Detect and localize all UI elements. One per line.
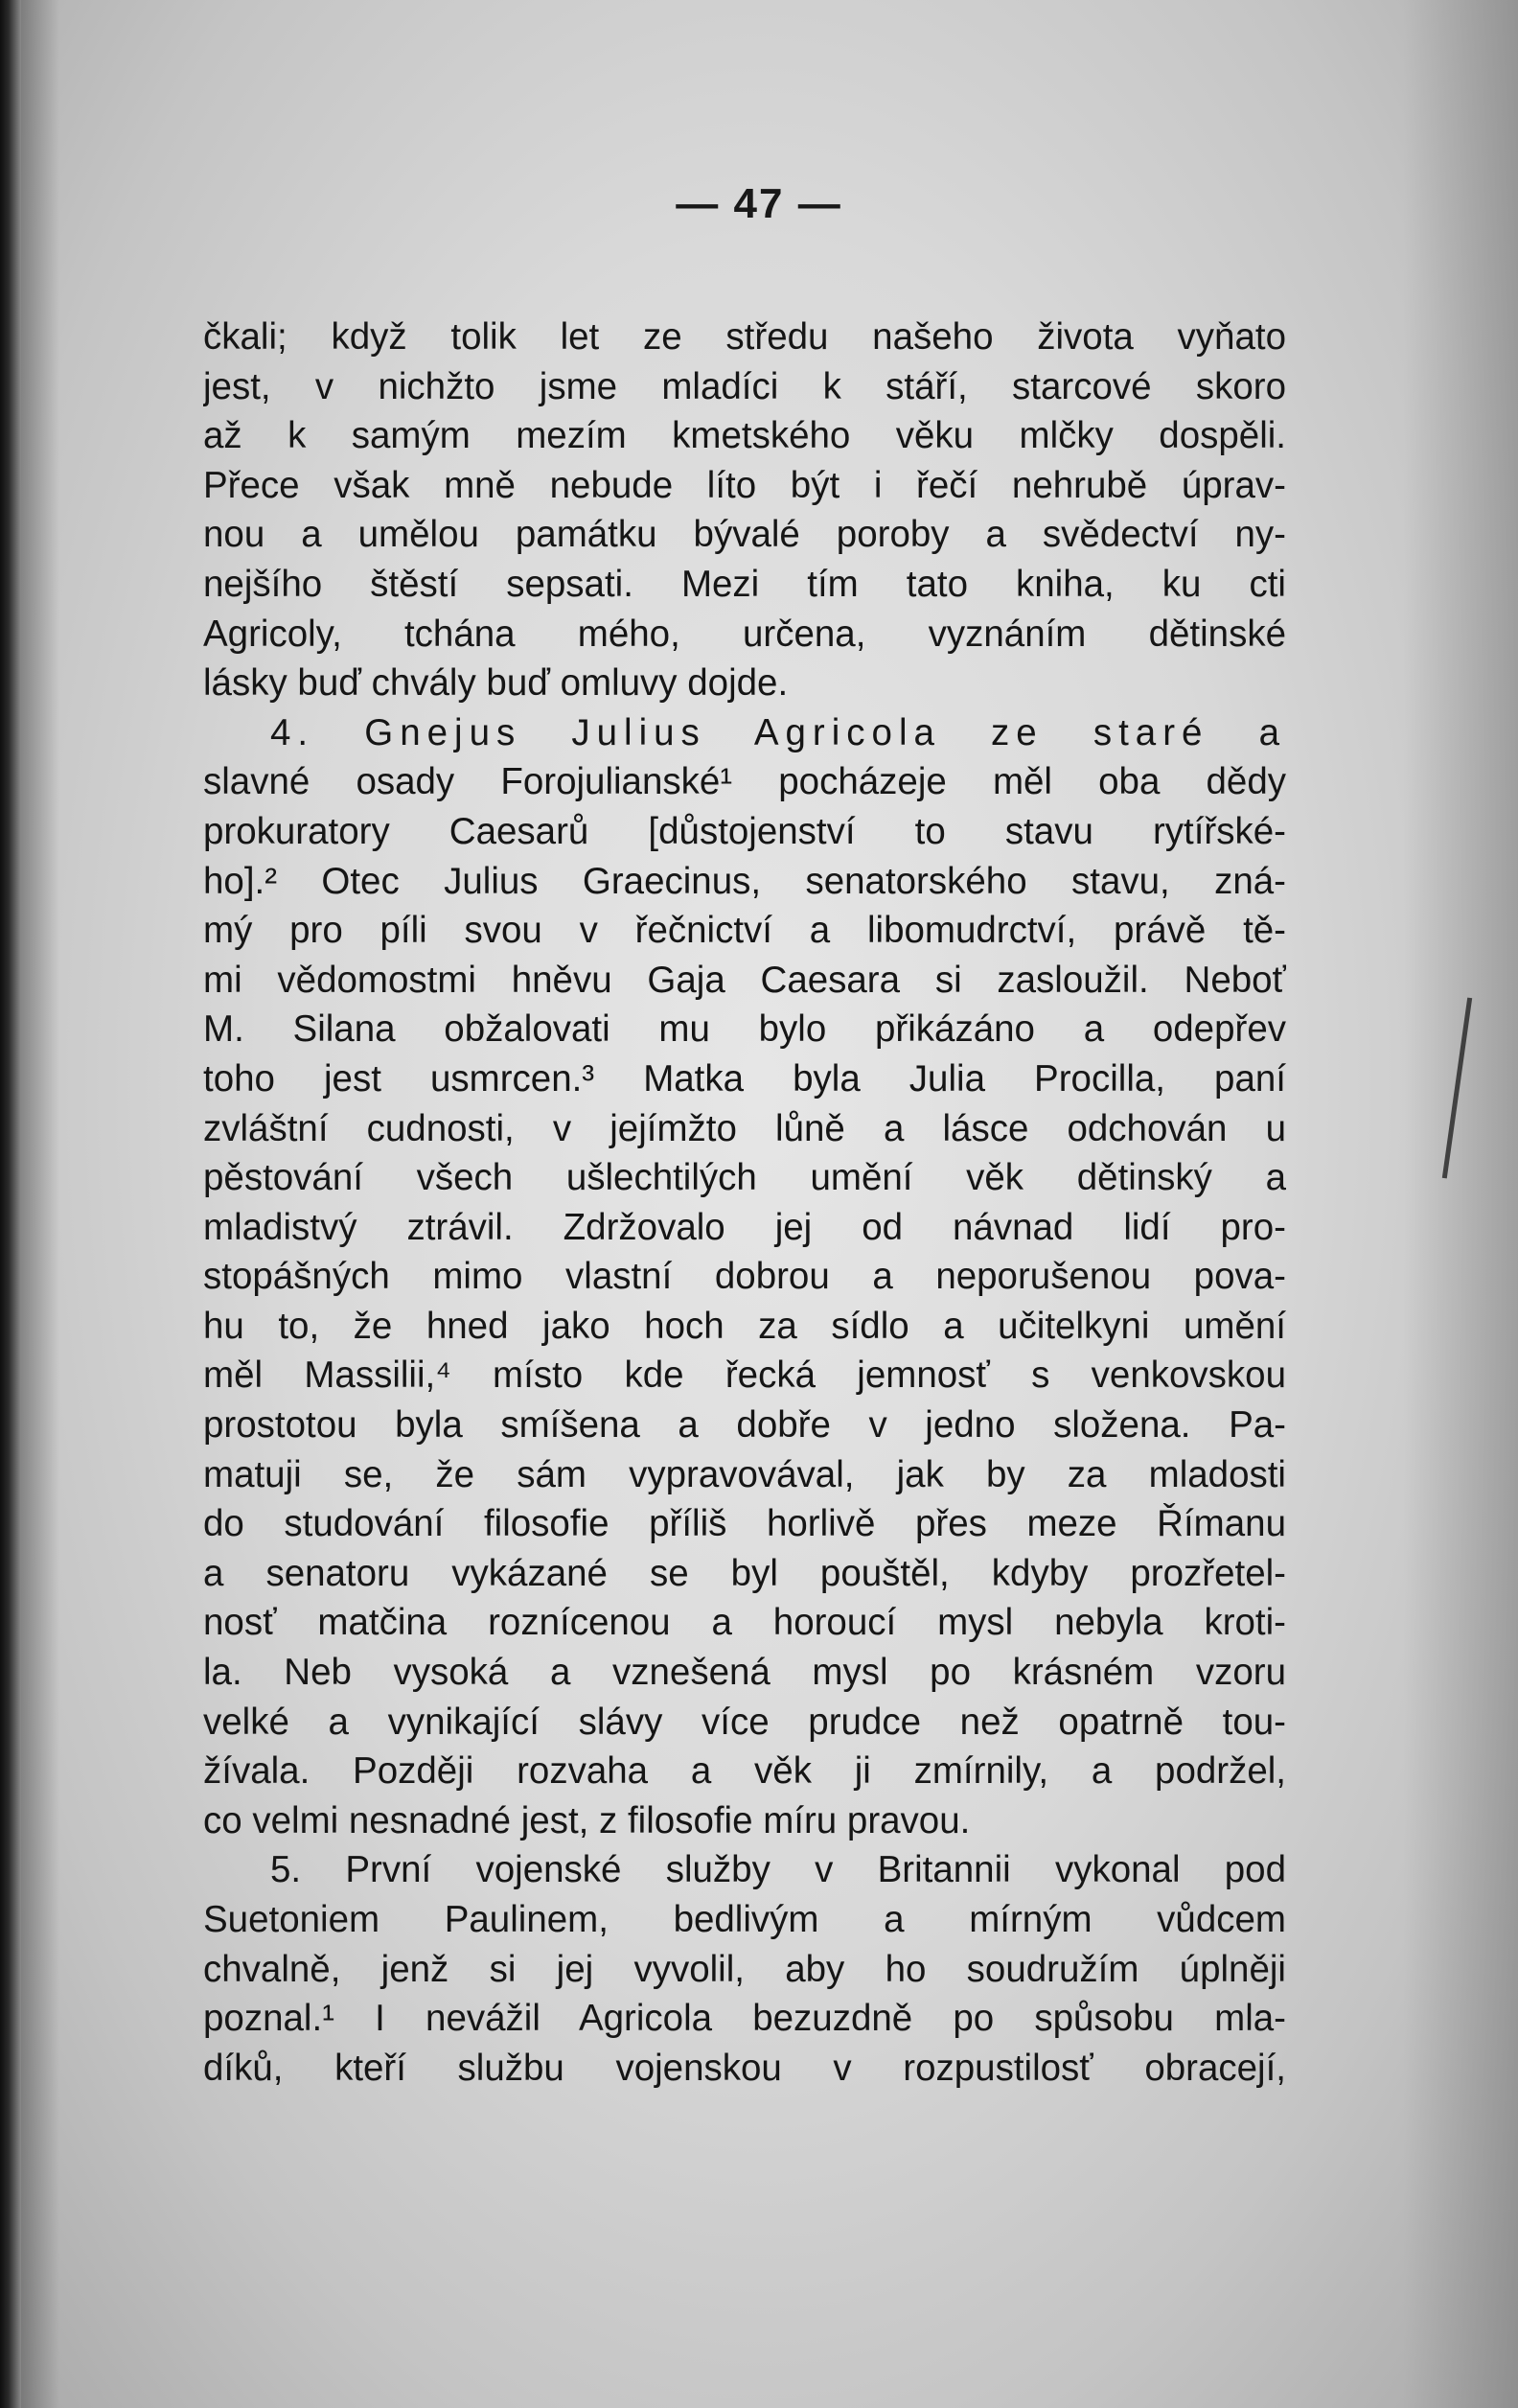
text-line: ho].² Otec Julius Graecinus, senatorského stavu, zná- — [203, 860, 1286, 902]
section-5-heading-line: 5. První vojenské služby v Britannii vykonal pod — [270, 1849, 1286, 1891]
text-line: nou a umělou památku bývalé poroby a svědectví ny- — [203, 514, 1286, 556]
page-number: — 47 — — [676, 180, 842, 227]
text-line: mi vědomostmi hněvu Gaja Caesara si zasloužil. Neboť — [203, 959, 1286, 1001]
text-line: až k samým mezím kmetského věku mlčky dospěli. — [203, 415, 1286, 457]
text-line: a senatoru vykázané se byl pouštěl, kdyby prozřetel- — [203, 1552, 1286, 1594]
text-line: pěstování všech ušlechtilých umění věk dětinský a — [203, 1157, 1286, 1199]
text-line: zvláštní cudnosti, v jejímžto lůně a lásce odchován u — [203, 1107, 1286, 1149]
text-line: toho jest usmrcen.³ Matka byla Julia Procilla, paní — [203, 1057, 1286, 1100]
text-line: díků, kteří službu vojenskou v rozpustilosť obracejí, — [203, 2047, 1286, 2089]
text-line: mladistvý ztrávil. Zdržovalo jej od návnad lidí pro- — [203, 1206, 1286, 1248]
body-text — [203, 313, 1286, 2093]
page-fold-shadow — [21, 0, 59, 2408]
page-left-edge — [0, 0, 21, 2408]
text-line: la. Neb vysoká a vznešená mysl po krásném vzoru — [203, 1652, 1286, 1694]
text-line: poznal.¹ I nevážil Agricola bezuzdně po spůsobu mla- — [203, 1998, 1286, 2040]
text-line: nosť matčina roznícenou a horoucí mysl nebyla kroti- — [203, 1602, 1286, 1644]
text-line: čkali; když tolik let ze středu našeho života vyňato — [203, 316, 1286, 358]
paragraph-end-line: co velmi nesnadné jest, z filosofie míru pravou. — [203, 1799, 971, 1841]
text-line: Agricoly, tchána mého, určena, vyznáním dětinské — [203, 613, 1286, 655]
text-line: prokuratory Caesarů [důstojenství to stavu rytířské- — [203, 810, 1286, 852]
text-line: žívala. Později rozvaha a věk ji zmírnily, a podržel, — [203, 1750, 1286, 1793]
text-line: Suetoniem Paulinem, bedlivým a mírným vůdcem — [203, 1899, 1286, 1940]
text-line: měl Massilii,⁴ místo kde řecká jemnosť s venkovskou — [203, 1354, 1286, 1397]
section-4-heading-line: 4. Gnejus Julius Agricola ze staré a — [270, 711, 1286, 753]
text-line: velké a vynikající slávy více prudce než opatrně tou- — [203, 1701, 1286, 1743]
text-line: matuji se, že sám vypravovával, jak by za mladosti — [203, 1453, 1286, 1495]
text-line: prostotou byla smíšena a dobře v jedno složena. Pa- — [203, 1404, 1286, 1447]
text-line: Přece však mně nebude líto být i řečí nehrubě úprav- — [203, 464, 1286, 506]
text-line: slavné osady Forojulianské¹ pocházeje měl oba dědy — [203, 761, 1286, 803]
text-line: chvalně, jenž si jej vyvolil, aby ho soudružím úplněji — [203, 1948, 1286, 1990]
text-line: jest, v nichžto jsme mladíci k stáří, starcové skoro — [203, 365, 1286, 407]
text-line: stopášných mimo vlastní dobrou a neporušenou pova- — [203, 1256, 1286, 1298]
text-line: do studování filosofie příliš horlivě přes meze Římanu — [203, 1503, 1286, 1545]
paragraph-end-line: lásky buď chvály buď omluvy dojde. — [203, 662, 789, 705]
page-right-shade — [1403, 0, 1518, 2408]
text-line: hu to, že hned jako hoch za sídlo a učitelkyni umění — [203, 1305, 1286, 1347]
text-line: M. Silana obžalovati mu bylo přikázáno a odepřev — [203, 1008, 1286, 1051]
text-line: nejšího štěstí sepsati. Mezi tím tato kniha, ku cti — [203, 563, 1286, 605]
text-line: mý pro píli svou v řečnictví a libomudrctví, právě tě- — [203, 910, 1286, 952]
